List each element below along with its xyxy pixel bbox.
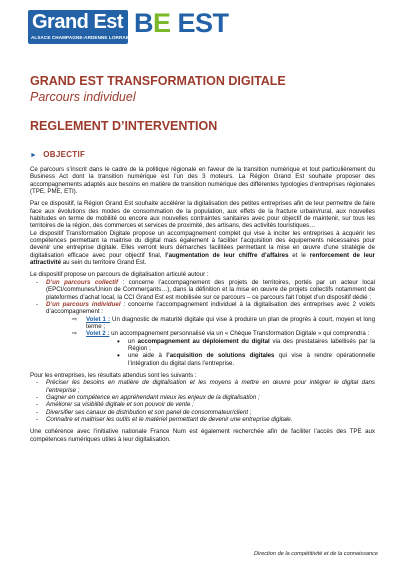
result-text: Gagner en compétence en appréhendant mieux les enjeux de la digitalisation ; xyxy=(46,393,260,401)
volet-1-label: Volet 1 : xyxy=(86,315,111,323)
list-item-volet-2 xyxy=(30,330,375,337)
arrow-marker-icon: ⇨ xyxy=(72,330,78,338)
be-est-logo-b: B xyxy=(134,8,153,38)
accompagnement-highlight: accompagnement au déploiement du digital xyxy=(137,337,270,345)
result-text: Préciser les besoins en matière de digitalisation et les moyens à mettre en œuvre pour intégrer le digital dans l’entreprise ; xyxy=(46,379,375,394)
result-item xyxy=(30,401,375,408)
grand-est-logo-subtext: ALSACE CHAMPAGNE-ARDENNE LORRAINE xyxy=(31,35,134,40)
paragraph-context: Ce parcours s’inscrit dans le cadre de la politique régionale en faveur de la transition numérique et tout particulièrement du Business Act dont la transition numérique est l’un des 3 moteurs. La Région Grand Est souhaite proposer des accompagnements adaptés aux besoins en matière de transition numérique des différentes typologies d’entreprises régionales (TPE, PME, ETI). xyxy=(30,166,375,196)
result-item xyxy=(30,379,375,394)
result-text: Connaitre et maitriser les outils et le matériel permettant de devenir une entreprise digitale. xyxy=(46,416,293,423)
parcours-collectif-label: D’un parcours collectif xyxy=(46,278,119,286)
list-item-parcours-collectif xyxy=(30,279,375,301)
triangle-bullet-icon: ► xyxy=(30,152,38,159)
section-heading-objectif xyxy=(30,150,85,159)
list-item-parcours-individuel xyxy=(30,301,375,316)
paragraph-dispositif-joiner: et le xyxy=(288,251,310,259)
grand-est-logo xyxy=(28,10,134,44)
acquisition-highlight: l’acquisition de solutions digitales xyxy=(166,352,275,360)
dash-marker: - xyxy=(36,379,39,387)
volet-1-text: Un diagnostic de maturité digitale qui vise à produire un plan de progrès à court, moyen et long terme ; xyxy=(86,315,375,330)
be-est-logo-e: E xyxy=(153,8,171,38)
parcours-list xyxy=(30,279,375,367)
highlight-attractivite: renforcement de leur attractivité xyxy=(30,251,375,267)
volet-2-label: Volet 2 : xyxy=(86,330,110,338)
paragraph-dispositif xyxy=(30,230,375,267)
paragraph-objective xyxy=(30,200,375,229)
dash-marker: - xyxy=(36,300,39,308)
document-body xyxy=(30,166,375,448)
document-heading: REGLEMENT D’INTERVENTION xyxy=(30,119,218,133)
accompagnement-text-start: un xyxy=(128,337,138,345)
volet-2-text: un accompagnement personnalisé via un « Chèque Transformation Digitale » qui comprendra : xyxy=(109,330,370,338)
paragraph-dispositif-end: au sein du territoire Grand Est. xyxy=(61,259,147,267)
paragraph-results-intro: Pour les entreprises, les résultats attendus sont les suivants : xyxy=(30,371,197,379)
arrow-marker-icon: ⇨ xyxy=(72,315,78,323)
paragraph-parcours-intro: Le dispositif propose un parcours de digitalisation articulé autour : xyxy=(30,271,209,279)
accompagnement-text-end: via des prestataires labellisés par la Région ; xyxy=(128,337,375,352)
dash-marker: - xyxy=(36,393,39,401)
result-item xyxy=(30,394,375,401)
parcours-collectif-text: : concerne l’accompagnement des projets de territoires, portés par un acteur local (EPCI/communes/Union de Commerçants…), dans la définition et la mise en œuvre de projets collectifs notamment de plateformes d’achat local, la CCI Grand Est est mobilisée sur ce parcours – ce parcours fait l’objet d’un dispositif dédié ; xyxy=(46,278,375,301)
paragraph-france-num: Une cohérence avec l’initiative nationale France Num est également recherchée afin de faciliter l’accès des TPE aux compétences numériques utiles à leur digitalisation. xyxy=(30,428,375,443)
result-item xyxy=(30,409,375,416)
dash-marker: - xyxy=(36,401,39,409)
bullet-marker: • xyxy=(117,336,120,346)
acquisition-text-end: qui vise à rendre opérationnelle l’intégration du digital dans l’entreprise. xyxy=(128,352,376,367)
bullet-marker: • xyxy=(117,351,120,361)
results-list xyxy=(30,379,375,423)
paragraph-objective-text: Par ce dispositif, la Région Grand Est souhaite accélérer la digitalisation des petites entreprises afin de leur permettre de faire face aux évolutions des modes de consommation de la population, aux effets de la fracture urbain/rural, aux nouvelles habitudes en terme de mobilité ou encore aux nouvelles contraintes sanitaires avec pour objectif de maintenir, sur tous les territoires de la région, des commerces et services de proximité, des artisans, des activités touristiques… xyxy=(30,200,375,230)
list-item-acquisition xyxy=(30,352,375,367)
section-label: OBJECTIF xyxy=(43,150,86,159)
acquisition-text-start: une aide à xyxy=(128,352,167,360)
parcours-individuel-label: D’un parcours individuel xyxy=(46,300,121,308)
list-item-accompagnement xyxy=(30,338,375,353)
result-item xyxy=(30,416,375,423)
document-title: GRAND EST TRANSFORMATION DIGITALE xyxy=(30,74,286,88)
grand-est-logo-text: Grand Est xyxy=(32,11,124,33)
page-footer: Direction de la compétitivité et de la connaissance xyxy=(253,551,378,557)
list-item-volet-1 xyxy=(30,316,375,331)
be-est-logo-est: EST xyxy=(170,8,229,38)
parcours-individuel-text: : concerne l’accompagnement individuel à la digitalisation des entreprises avec 2 volets d’accompagnement : xyxy=(46,300,375,316)
document-subtitle: Parcours individuel xyxy=(30,90,136,104)
dash-marker: - xyxy=(36,408,39,416)
dash-marker: - xyxy=(36,278,39,286)
highlight-chiffre-affaires: l’augmentation de leur chiffre d’affaires xyxy=(165,251,289,259)
result-text: Diversifier ses canaux de distribution et son panel de consommateur/client ; xyxy=(46,408,252,416)
result-text: Améliorer sa visibilité digitale et son pouvoir de vente ; xyxy=(46,401,194,409)
be-est-logo xyxy=(134,8,229,39)
dash-marker: - xyxy=(36,416,39,423)
paragraph-dispositif-text: Le dispositif Transformation Digitale propose un accompagnement complet qui vise à inciter les entreprises à acquérir les compétences permettant la maitrise du digital mais également à faciliter l’acquisition des équipements nécessaires pour devenir une entreprise digitale. Elles verront leurs démarches facilitées permettant la mise en œuvre d’une stratégie de digitalisation efficace avec pour objectif final, xyxy=(30,229,375,259)
